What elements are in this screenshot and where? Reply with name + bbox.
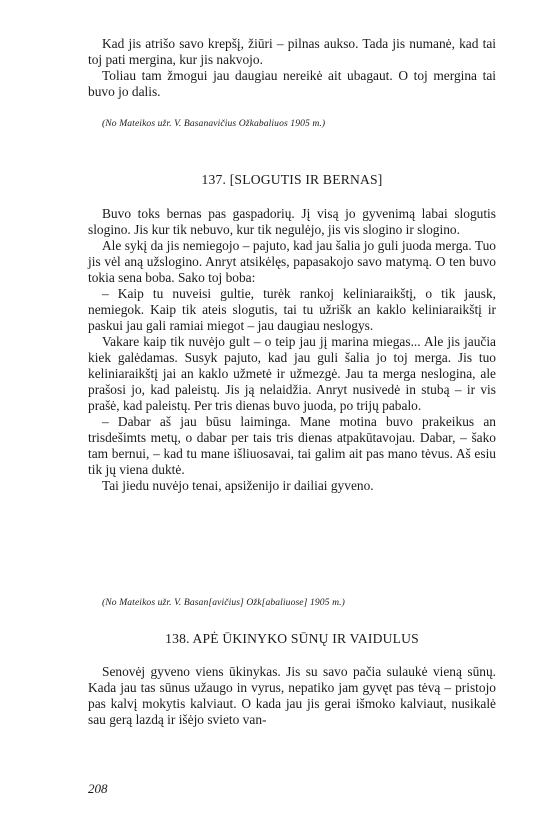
page-number: 208 [88,781,108,796]
section-heading: 138. APĖ ŪKINYKO SŪNŲ IR VAIDULUS [165,631,419,646]
section-137-body [88,206,496,494]
top-text-block [88,36,496,100]
paragraph: Vakare kaip tik nuvėjo gult – o teip jau jį marina miegas... Ale jis jaučia kiek galėdamas. Susyk pajuto, kad jau guli šalia jo toj merga. Jis tuo keliniaraikštį jai an kaklo užmetė ir užmezgė. Jau ta merga neslogina, ale prašosi jo, kad paleistų. Jis ją nelaidžia. Anryt nusivedė in stubą – ir vis prašė, kad paleistų. Per tris dienas buvo juoda, po trijų pabalo. [88,334,496,413]
paragraph: Buvo toks bernas pas gaspadorių. Jį visą jo gyvenimą labai slogutis slogino. Jis kur tik nebuvo, kur tik negulėjo, jis vis slogino ir slogino. [88,206,496,237]
section-138-body [88,664,496,728]
section-heading: 137. [SLOGUTIS IR BERNAS] [201,172,383,187]
paragraph: Tai jiedu nuvėjo tenai, apsiženijo ir dailiai gyveno. [102,478,374,493]
section-138-heading [88,631,496,647]
source-citation: (No Mateikos užr. V. Basanavičius Ožkabaliuos 1905 m.) [102,118,326,129]
paragraph: Ale sykį da jis nemiegojo – pajuto, kad jau šalia jo guli juoda merga. Tuo jis vėl aną užslogino. Anryt atsikėlęs, papasakojo savo matymą. O ten buvo tokia sena boba. Sako toj boba: [88,238,496,285]
paragraph: – Kaip tu nuveisi gultie, turėk rankoj keliniaraikštį, o tik jausk, nemiegok. Kaip tik ateis slogutis, tai tu užrišk an kaklo keliniaraikštį ir paskui jau gali ramiai miegot – jau daugiau neslogys. [88,286,496,333]
paragraph: Kad jis atrišo savo krepšį, žiūri – pilnas aukso. Tada jis numanė, kad tai toj pati mergina, kur jis nakvojo. [88,36,496,67]
paragraph: – Dabar aš jau būsu laiminga. Mane motina buvo prakeikus an trisdešimts metų, o dabar per tais tris dienas atpakūtavojau. Dabar, – šako tam bernui, – kad tu mane išliuosavai, tai galim ait pas mano tėvus. Aš esiu tik jų viena duktė. [88,414,496,477]
paragraph: Toliau tam žmogui jau daugiau nereikė ait ubagaut. O toj mergina tai buvo jo dalis. [88,68,496,99]
source-citation: (No Mateikos užr. V. Basan[avičius] Ožk[abaliuose] 1905 m.) [102,597,345,608]
source-note [88,118,496,130]
section-137-heading [88,172,496,188]
paragraph: Senovėj gyveno viens ūkinykas. Jis su savo pačia sulaukė vieną sūnų. Kada jau tas sūnus užaugo in vyrus, nepatiko jam gyvęt pas tėvą – pristojo pas kalvį mokytis kalviaut. O kada jau jis gerai išmoko kalviaut, nusikalė sau gerą lazdą ir išėjo svieto van- [88,664,496,727]
source-note [88,597,496,609]
